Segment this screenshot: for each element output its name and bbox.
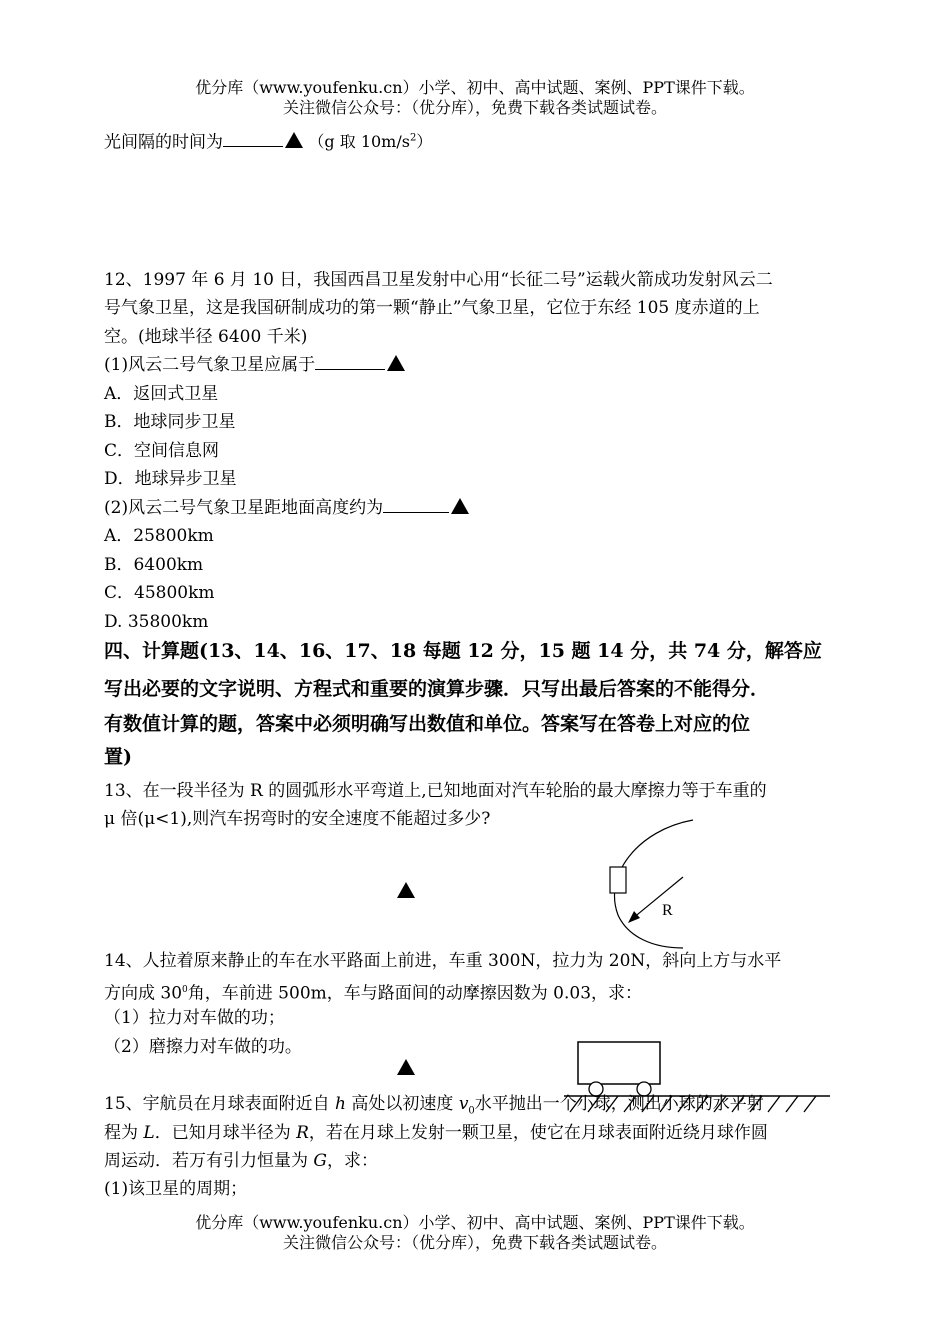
q12-sub2-option-c: C．45800km — [104, 583, 215, 603]
answer-blank[interactable] — [315, 354, 385, 370]
header-line-2: 关注微信公众号：（优分库），免费下载各类试题试卷。 — [282, 98, 667, 117]
q12-sub2-option-d: D. 35800km — [104, 612, 209, 632]
q12-sub1-option-b: B．地球同步卫星 — [104, 412, 236, 432]
arrow-head-icon — [628, 911, 640, 923]
q11-text: 光间隔的时间为 — [104, 132, 223, 153]
q11-note: （g 取 $10m/s^2$） — [308, 132, 433, 152]
q12-sub2-option-a: A．25800km — [104, 526, 214, 546]
radius-label: R — [662, 902, 673, 919]
section4-heading-line-3: 有数值计算的题，答案中必须明确写出数值和单位。答案写在答卷上对应的位 — [104, 713, 751, 735]
triangle-marker-icon — [285, 132, 303, 148]
cart-body — [578, 1042, 660, 1084]
triangle-marker-icon — [397, 1059, 415, 1075]
q14-sub1: （1）拉力对车做的功； — [104, 1008, 285, 1028]
triangle-marker-icon — [451, 498, 469, 514]
q12-sub1-option-d: D．地球异步卫星 — [104, 469, 237, 489]
q14-sub2: （2）磨擦力对车做的功。 — [104, 1037, 302, 1057]
q12-stem-line-3: 空。(地球半径 6400 千米) — [104, 327, 308, 347]
q12-sub2-text: (2)风云二号气象卫星距地面高度约为 — [104, 498, 384, 518]
triangle-marker-icon — [397, 882, 415, 898]
q13-line-2: μ 倍(μ<1),则汽车拐弯时的安全速度不能超过多少? — [104, 809, 491, 829]
q12-sub1-option-c: C．空间信息网 — [104, 441, 220, 461]
q15-line-1: 15、宇航员在月球表面附近自 h 高处以初速度 $v_0$水平抛出一个小球，测出小球的水平射 — [104, 1094, 764, 1117]
q15-line-3: 周运动．若万有引力恒量为 G，求： — [104, 1151, 378, 1171]
q15-line-2: 程为 L．已知月球半径为 R，若在月球上发射一颗卫星，使它在月球表面附近绕月球作圆 — [104, 1123, 768, 1143]
car-icon — [610, 867, 626, 893]
q12-stem-line-1: 12、1997 年 6 月 10 日，我国西昌卫星发射中心用“长征二号”运载火箭成功发射风云二 — [104, 270, 773, 290]
triangle-marker-icon — [387, 355, 405, 371]
q12-sub2 — [104, 497, 469, 519]
q13-line-1: 13、在一段半径为 R 的圆弧形水平弯道上,已知地面对汽车轮胎的最大摩擦力等于车重的 — [104, 781, 767, 801]
q12-sub1-option-a: A．返回式卫星 — [104, 384, 219, 404]
q12-sub1 — [104, 354, 405, 376]
q12-sub2-option-b: B．6400km — [104, 555, 204, 575]
footer-line-1: 优分库（www.youfenku.cn）小学、初中、高中试题、案例、PPT课件下载。 — [195, 1213, 755, 1232]
q14-line-2: 方向成 $30^0$角，车前进 500m，车与路面间的动摩擦因数为 0.03，求： — [104, 983, 643, 1004]
answer-blank[interactable] — [223, 131, 283, 147]
answer-blank[interactable] — [383, 497, 449, 513]
header-line-1: 优分库（www.youfenku.cn）小学、初中、高中试题、案例、PPT课件下载。 — [195, 78, 755, 97]
section4-heading-line-4: 置) — [104, 746, 132, 768]
footer-line-2: 关注微信公众号：（优分库），免费下载各类试题试卷。 — [282, 1233, 667, 1252]
radius-line — [632, 877, 683, 919]
section4-heading-line-1: 四、计算题(13、14、16、17、18 每题 12 分，15 题 14 分，共 74 分，解答应 — [104, 640, 822, 662]
q14-line-1: 14、人拉着原来静止的车在水平路面上前进，车重 300N，拉力为 20N，斜向上方与水平 — [104, 951, 782, 971]
q12-sub1-text: (1)风云二号气象卫星应属于 — [104, 355, 316, 375]
q11-answer-line — [104, 128, 432, 153]
q12-stem-line-2: 号气象卫星，这是我国研制成功的第一颗“静止”气象卫星，它位于东经 105 度赤道的上 — [104, 298, 760, 318]
curve-road-figure — [598, 815, 728, 955]
q15-sub1: (1)该卫星的周期； — [104, 1179, 248, 1199]
section4-heading-line-2: 写出必要的文字说明、方程式和重要的演算步骤．只写出最后答案的不能得分． — [104, 678, 770, 700]
